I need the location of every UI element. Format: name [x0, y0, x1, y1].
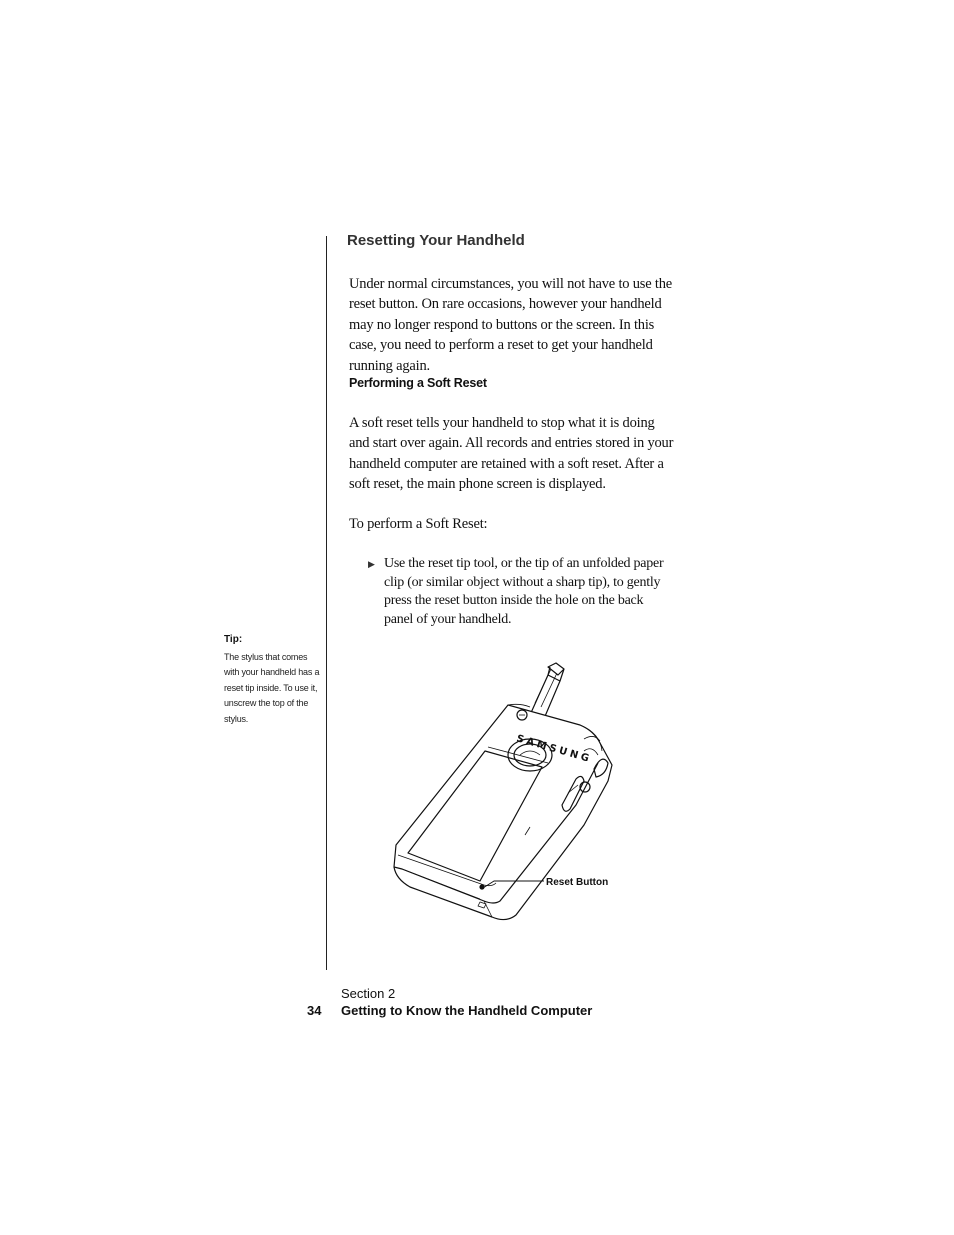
footer-section: Section 2	[341, 986, 396, 1001]
margin-rule	[326, 236, 327, 970]
step-list-item	[368, 555, 674, 630]
steps-intro: To perform a Soft Reset:	[349, 516, 488, 532]
soft-reset-paragraph: A soft reset tells your handheld to stop what it is doing and start over again. All records and entries stored in your handheld computer are retained with a soft reset. After a soft reset, the main phone screen is displayed.	[349, 415, 674, 493]
reset-button-callout: Reset Button	[546, 877, 609, 888]
footer-chapter-title: Getting to Know the Handheld Computer	[341, 1003, 593, 1018]
page-number: 34	[307, 1003, 322, 1018]
triangle-right-icon: ▶	[368, 559, 375, 569]
subsection-heading: Performing a Soft Reset	[349, 376, 487, 390]
intro-paragraph: Under normal circumstances, you will not have to use the reset button. On rare occasions, however your handheld may no longer respond to buttons or the screen. In this case, you need to perform a reset to get your handheld running again.	[349, 276, 673, 374]
tip-label: Tip:	[224, 634, 243, 645]
samsung-logo-text: SAMSUNG	[515, 733, 593, 766]
tip-text: The stylus that comes with your handheld has a reset tip inside. To use it, unscrew the top of the stylus.	[224, 652, 320, 724]
section-heading: Resetting Your Handheld	[347, 232, 525, 249]
step-text: Use the reset tip tool, or the tip of an unfolded paper clip (or similar object without a sharp tip), to gently press the reset button inside the hole on the back panel of your handheld.	[384, 556, 664, 628]
